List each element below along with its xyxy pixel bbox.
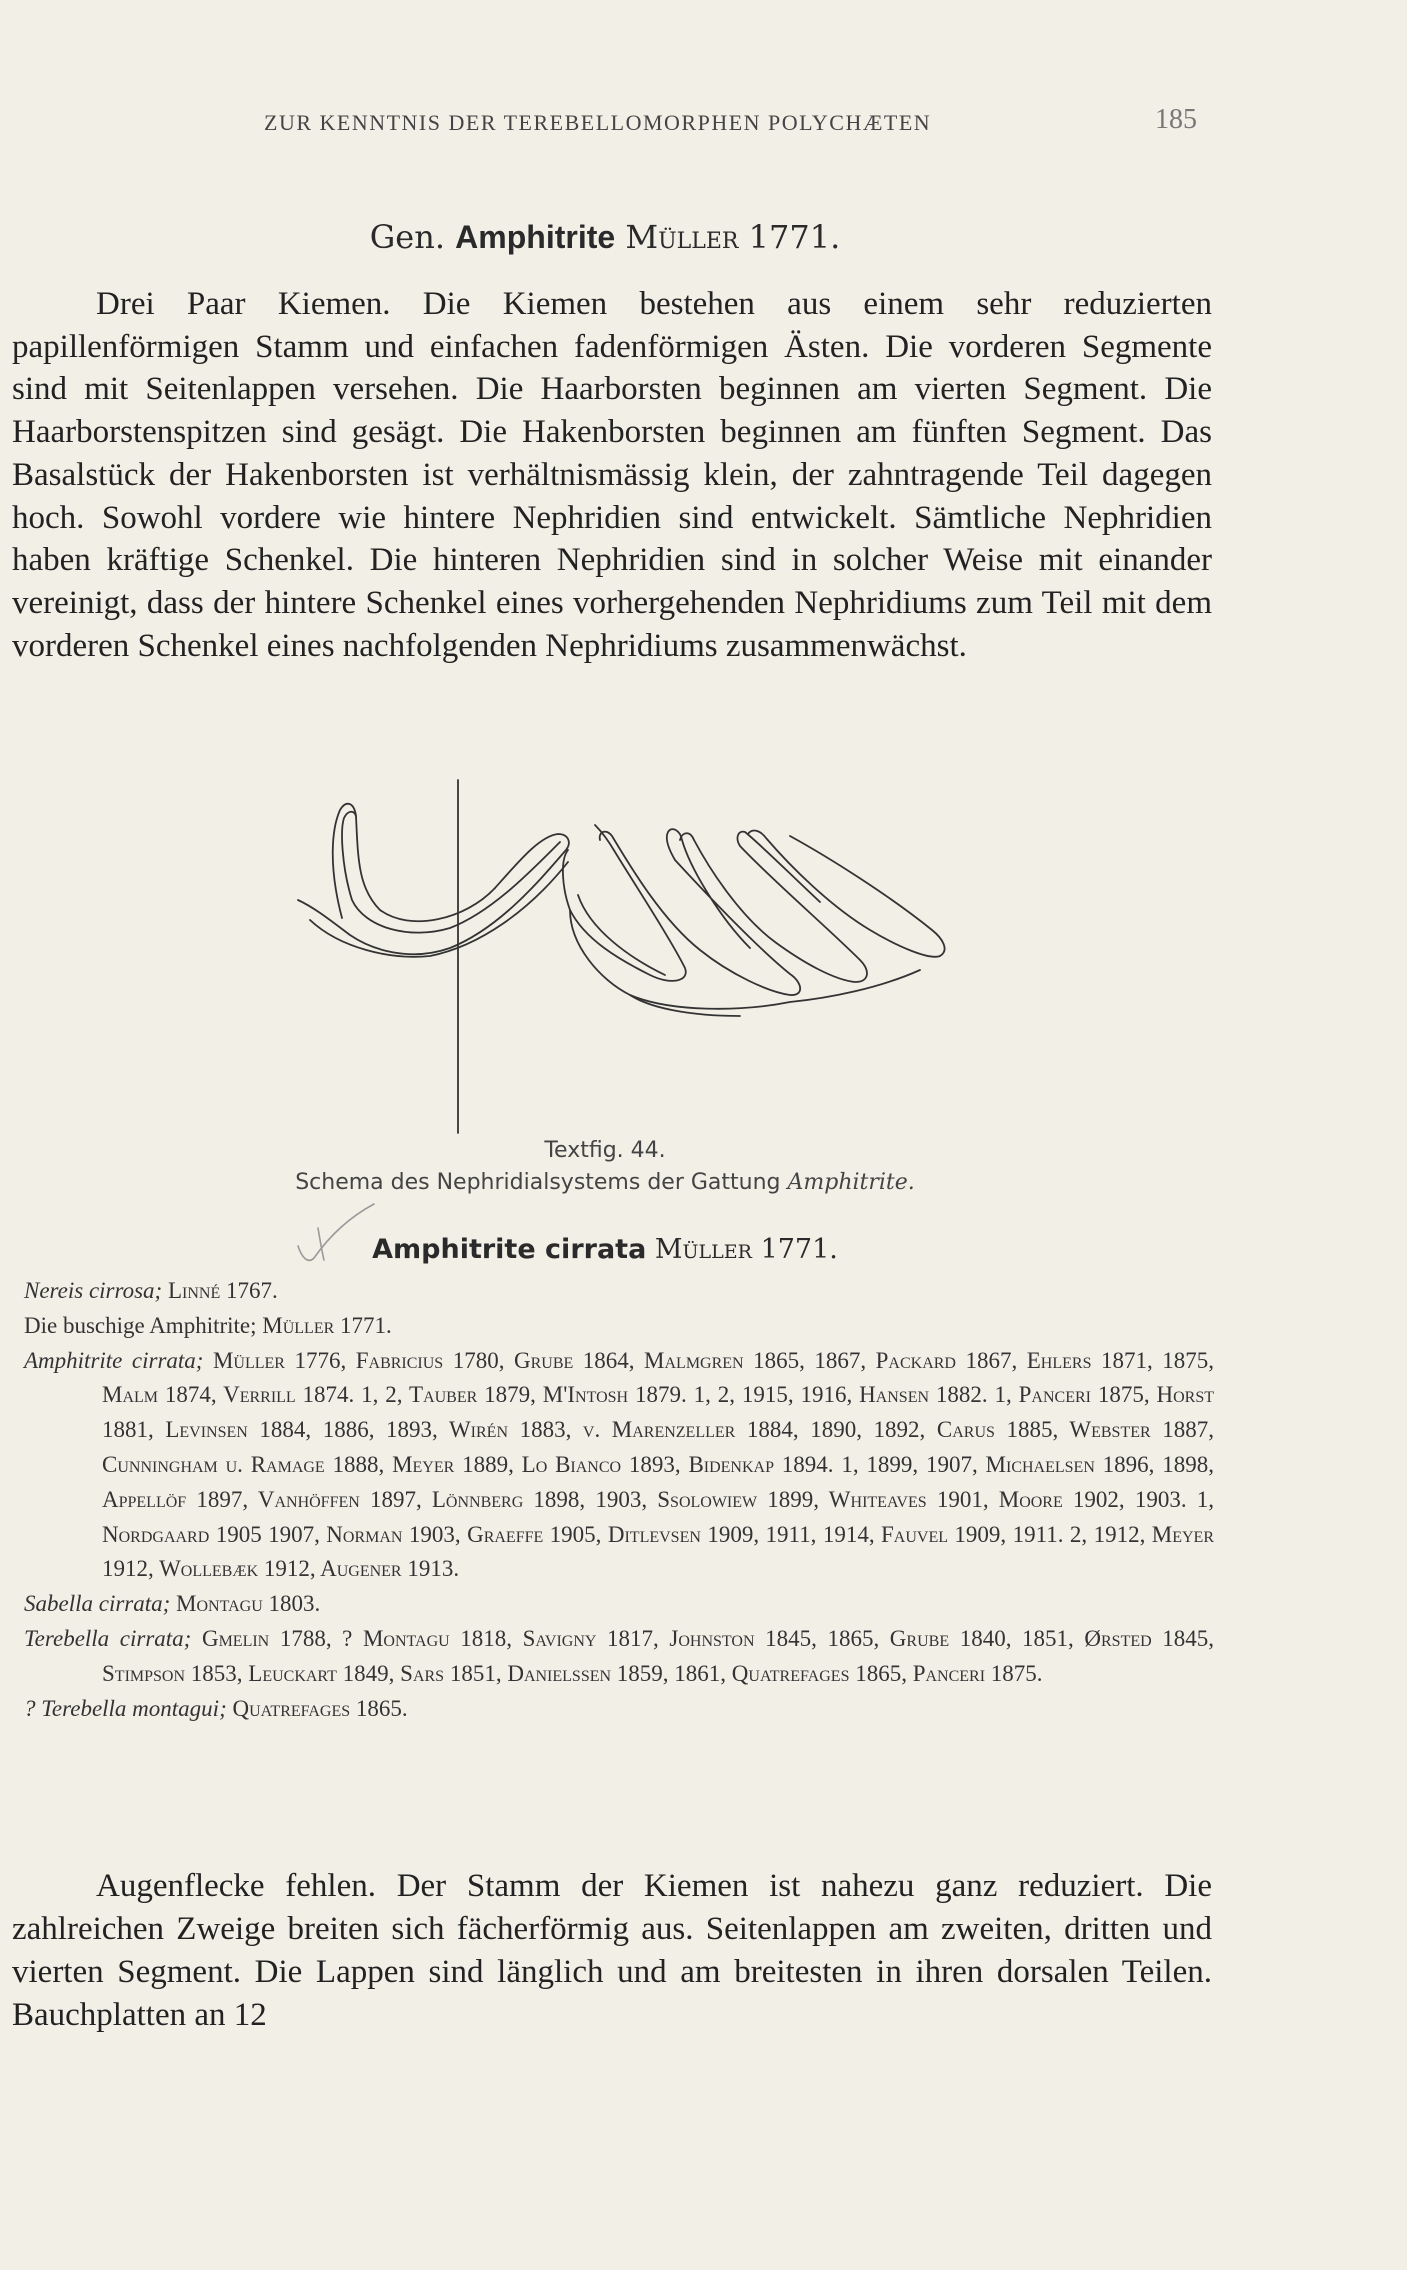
figure-caption-text: Schema des Nephridialsystems der Gattung — [295, 1170, 781, 1195]
running-header — [0, 104, 1407, 144]
posterior-nephridium-4 — [748, 831, 945, 957]
species-name: Amphitrite cirrata — [372, 1234, 647, 1265]
anterior-nephridium-inner — [342, 812, 560, 933]
genus-heading — [0, 218, 1210, 256]
figure-caption — [0, 1170, 1210, 1195]
synonym-taxon: Terebella cirrata; — [24, 1625, 192, 1651]
synonymy-entry — [24, 1622, 1214, 1692]
posterior-nephridium-base — [630, 995, 740, 1016]
synonym-taxon: Sabella cirrata; — [24, 1591, 171, 1617]
synonym-refs: Müller 1776, Fabricius 1780, Grube 1864, Malmgren 1865, 1867, Packard 1867, Ehlers 1871, 1875, Malm 1874, Verrill 1874. 1, 2, Tauber 1879, M'Intosh 1879. 1, 2, 1915, 1916, Hansen 1882. 1, Panceri 1875, Horst 1881, Levinsen 1884, 1886, 1893, Wirén 1883, v. Marenzeller 1884, 1890, 1892, Carus 1885, Webster 1887, Cunningham u. Ramage 1888, Meyer 1889, Lo Bianco 1893, Bidenkap 1894. 1, 1899, 1907, Michaelsen 1896, 1898, Appellöf 1897, Vanhöffen 1897, Lönnberg 1898, 1903, Ssolowiew 1899, Whiteaves 1901, Moore 1902, 1903. 1, Nordgaard 1905 1907, Norman 1903, Graeffe 1905, Ditlevsen 1909, 1911, 1914, Fauvel 1909, 1911. 2, 1912, Meyer 1912, Wollebæk 1912, Augener 1913. — [102, 1347, 1215, 1582]
synonym-refs: Linné 1767. — [167, 1278, 278, 1303]
synonymy-entry — [24, 1309, 1214, 1344]
genus-prefix: Gen. — [369, 218, 445, 256]
genus-name: Amphitrite — [455, 219, 616, 255]
species-description: Augenflecke fehlen. Der Stamm der Kiemen ist nahezu ganz reduziert. Die zahlreichen Zweige breiten sich fächerförmig aus. Seitenlappen am zweiten, dritten und vierten Segment. Die Lappen sind länglich und am breitesten in ihren dorsalen Teilen. Bauchplatten an 12 — [12, 1868, 1212, 2033]
synonym-refs: Gmelin 1788, ? Montagu 1818, Savigny 1817, Johnston 1845, 1865, Grube 1840, 1851, Ørsted 1845, Stimpson 1853, Leuckart 1849, Sars 1851, Danielssen 1859, 1861, Quatrefages 1865, Panceri 1875. — [102, 1625, 1215, 1686]
synonymy-entry — [24, 1587, 1214, 1622]
figure-label: Textfig. 44. — [544, 1138, 666, 1163]
synonym-refs: Müller 1771. — [262, 1312, 392, 1338]
synonym-taxon: ? Terebella montagui; — [24, 1695, 227, 1721]
synonymy-entry — [24, 1344, 1214, 1588]
page-number: 185 — [1155, 104, 1197, 135]
nephridial-schema-figure — [270, 770, 970, 1160]
synonym-taxon: Die buschige Amphitrite; — [24, 1312, 257, 1338]
synonym-taxon: Amphitrite cirrata; — [24, 1347, 204, 1373]
synonym-refs: Montagu 1803. — [176, 1591, 321, 1617]
synonymy-entry — [24, 1692, 1214, 1727]
synonymy-entry — [24, 1274, 1214, 1309]
species-author: Müller — [654, 1234, 752, 1265]
figure-caption-genus: Amphitrite. — [787, 1170, 915, 1195]
synonymy-list — [24, 1274, 1214, 1726]
synonym-taxon: Nereis cirrosa; — [24, 1278, 163, 1303]
nephridia-diagram — [270, 770, 970, 1160]
anterior-nephridium-fold — [310, 862, 568, 957]
synonym-refs: Quatrefages 1865. — [232, 1695, 408, 1721]
running-title: ZUR KENNTNIS DER TEREBELLOMORPHEN POLYCHÆTEN — [264, 110, 932, 135]
genus-author: Müller — [625, 218, 739, 256]
genus-year: 1771. — [748, 218, 841, 256]
genus-description: Drei Paar Kiemen. Die Kiemen bestehen aus einem sehr reduzierten papillenförmigen Stamm und einfachen fadenförmigen Ästen. Die vorderen Segmente sind mit Seitenlappen versehen. Die Haarborsten beginnen am vierten Segment. Die Haarborstenspitzen sind gesägt. Die Hakenborsten beginnen am fünften Segment. Das Basalstück der Hakenborsten ist verhältnismässig klein, der zahntragende Teil dagegen hoch. Sowohl vordere wie hintere Nephridien sind entwickelt. Sämtliche Nephridien haben kräftige Schenkel. Die hinteren Nephridien sind in solcher Weise mit einander vereinigt, dass der hintere Schenkel eines vorhergehenden Nephridiums zum Teil mit dem vorderen Schenkel eines nachfolgenden Nephridiums zusammenwächst. — [12, 286, 1212, 664]
species-year: 1771. — [760, 1234, 838, 1265]
species-heading — [0, 1234, 1210, 1265]
